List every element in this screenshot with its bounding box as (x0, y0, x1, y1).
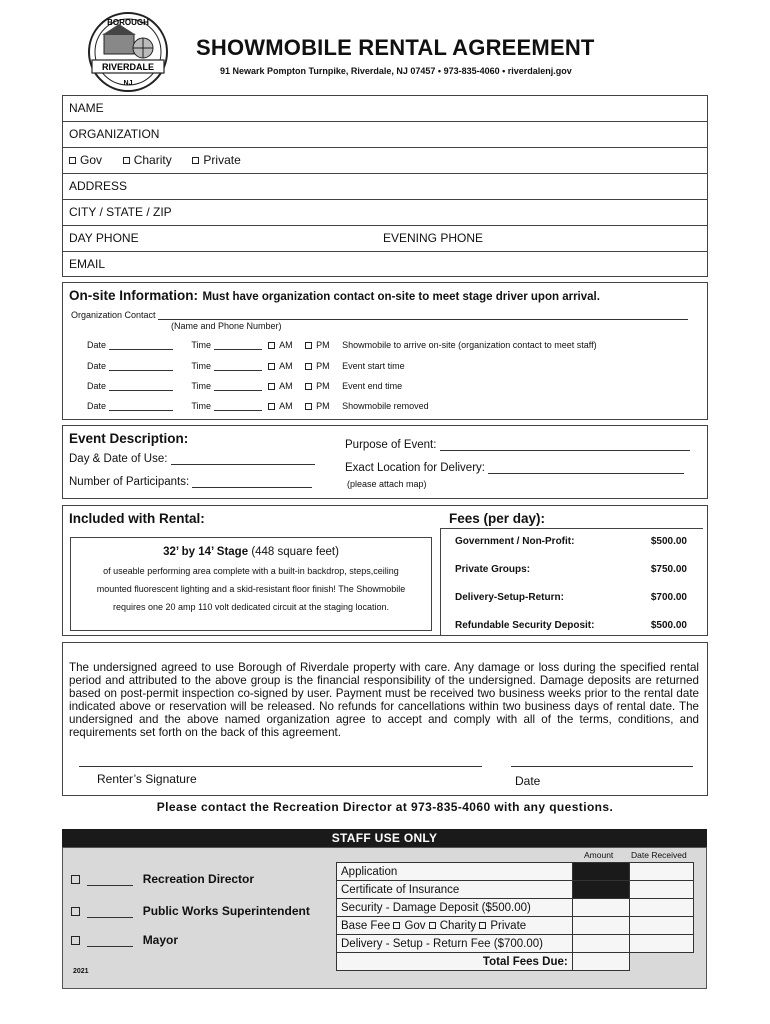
base-charity-label: Charity (439, 919, 477, 932)
location-label: Exact Location for Delivery: (345, 462, 485, 474)
am-checkbox[interactable] (268, 383, 275, 390)
contact-note: Please contact the Recreation Director at 973-835-4060 with any questions. (156, 800, 614, 814)
stage-desc-2: mounted fluorescent lighting and a skid-resistant floor finish! The Showmobile (96, 584, 406, 594)
event-section (62, 425, 708, 499)
approval-checkbox[interactable] (71, 875, 80, 884)
base-gov-label: Gov (404, 919, 426, 932)
email-label: EMAIL (69, 257, 106, 271)
onsite-row-desc: Event end time (342, 381, 403, 391)
event-title: Event Description: (69, 431, 189, 446)
address-label: ADDRESS (69, 179, 128, 193)
date-label: Date (515, 774, 541, 788)
org-contact-input[interactable] (158, 311, 688, 320)
stage-box (70, 537, 432, 631)
table-row (337, 863, 694, 881)
date-input[interactable] (109, 362, 173, 371)
pm-checkbox[interactable] (305, 342, 312, 349)
fees-box (440, 528, 703, 636)
base-fee-label: Base Fee (341, 919, 391, 932)
onsite-title: On-site Information: (69, 288, 198, 303)
base-private-checkbox[interactable] (479, 922, 486, 929)
date-input[interactable] (109, 382, 173, 391)
day-phone-field[interactable]: DAY PHONE (69, 231, 139, 245)
agreement-section (62, 642, 708, 796)
participants-label: Number of Participants: (69, 476, 190, 488)
table-row (337, 881, 694, 899)
time-label: Time (191, 381, 212, 391)
date-label: Date (87, 401, 107, 411)
am-checkbox[interactable] (268, 363, 275, 370)
approval-initials[interactable] (87, 907, 133, 918)
signature-label: Renter’s Signature (97, 772, 197, 786)
onsite-row-desc: Showmobile to arrive on-site (organization contact to meet staff) (342, 340, 597, 350)
logo-banner-text: RIVERDALE (101, 62, 155, 72)
org-contact-label: Organization Contact (71, 310, 156, 320)
am-checkbox[interactable] (268, 403, 275, 410)
approval-checkbox[interactable] (71, 936, 80, 945)
location-hint: (please attach map) (347, 479, 427, 489)
base-charity-checkbox[interactable] (429, 922, 436, 929)
table-row (337, 935, 694, 953)
gov-checkbox[interactable] (69, 157, 76, 164)
table-row (337, 953, 694, 971)
date-label: Date (87, 340, 107, 350)
address-field[interactable] (63, 174, 707, 200)
private-checkbox[interactable] (192, 157, 199, 164)
charity-label: Charity (133, 153, 172, 167)
date-input[interactable] (109, 341, 173, 350)
base-private-label: Private (490, 919, 527, 932)
onsite-row-desc: Event start time (342, 361, 405, 371)
name-label: NAME (69, 101, 104, 115)
fee-label: Government / Non-Profit: (455, 536, 575, 547)
day-date-label: Day & Date of Use: (69, 453, 168, 465)
pm-checkbox[interactable] (305, 363, 312, 370)
fee-label: Private Groups: (455, 564, 531, 575)
time-input[interactable] (214, 362, 262, 371)
fees-title: Fees (per day): (449, 511, 546, 526)
location-input[interactable] (488, 463, 684, 474)
pm-checkbox[interactable] (305, 383, 312, 390)
amount-cell[interactable] (572, 917, 630, 935)
base-fee-cell (337, 917, 573, 935)
fee-amount: $500.00 (650, 620, 687, 631)
pm-label: PM (316, 361, 330, 371)
approval-row (71, 933, 178, 947)
date-label: Date (87, 381, 107, 391)
amount-cell[interactable] (572, 935, 630, 953)
onsite-note: Must have organization contact on-site to meet stage driver upon arrival. (202, 291, 600, 303)
included-fees-section (62, 505, 708, 636)
agreement-text: The undersigned agreed to use Borough of Riverdale property with care. Any damage or loss during the specified rental period and attributed to the above group is the financial responsibility of the undersigned. Damage deposits are returned based on post-permit inspection co-signed by user. Payment must be received two business weeks prior to the rental date indicated above or reservation will be released. No refunds for cancellations within two business days of rental date. The undersigned and the above named organization agree to accept and comply with all of the terms, conditions, and requirements set forth on the back of this agreement. (69, 661, 699, 739)
am-label: AM (279, 401, 293, 411)
am-label: AM (279, 340, 293, 350)
org-contact-hint: (Name and Phone Number) (171, 321, 282, 331)
total-label: Total Fees Due: (337, 953, 573, 971)
table-row (337, 917, 694, 935)
date-cell[interactable] (630, 899, 694, 917)
evening-phone-field[interactable]: EVENING PHONE (383, 231, 484, 245)
stage-title: 32’ by 14’ Stage (163, 546, 249, 558)
onsite-row (87, 361, 405, 371)
organization-type (63, 148, 707, 174)
stage-desc-3: requires one 20 amp 110 volt dedicated circuit at the staging location. (112, 602, 389, 612)
approval-checkbox[interactable] (71, 907, 80, 916)
empty-cell (630, 953, 694, 971)
amount-cell-blocked (572, 863, 630, 881)
fee-label: Refundable Security Deposit: (455, 620, 595, 631)
approval-row (71, 904, 310, 918)
am-label: AM (279, 361, 293, 371)
onsite-row (87, 401, 429, 411)
time-input[interactable] (214, 382, 262, 391)
charity-checkbox[interactable] (123, 157, 130, 164)
logo-bottom-text: NJ (123, 80, 133, 87)
amount-cell[interactable] (572, 899, 630, 917)
date-cell[interactable] (630, 935, 694, 953)
staff-header: STAFF USE ONLY (62, 829, 707, 847)
insurance-cell: Certificate of Insurance (337, 881, 573, 899)
approval-row (71, 872, 254, 886)
approval-label: Mayor (142, 933, 179, 947)
email-field[interactable] (63, 252, 707, 278)
onsite-row-desc: Showmobile removed (342, 401, 429, 411)
private-label: Private (203, 153, 241, 167)
purpose-label: Purpose of Event: (345, 439, 437, 451)
logo-top-text: BOROUGH (107, 18, 149, 27)
amount-cell-blocked (572, 881, 630, 899)
date-label: Date (87, 361, 107, 371)
time-label: Time (191, 340, 212, 350)
fee-amount: $500.00 (650, 536, 687, 547)
fee-amount: $700.00 (650, 592, 687, 603)
security-cell: Security - Damage Deposit ($500.00) (337, 899, 573, 917)
signature-line[interactable] (79, 766, 482, 767)
time-input[interactable] (214, 402, 262, 411)
stage-size: (448 square feet) (251, 546, 339, 558)
date-cell[interactable] (630, 863, 694, 881)
am-label: AM (279, 381, 293, 391)
organization-label: ORGANIZATION (69, 127, 160, 141)
amount-header: Amount (584, 850, 614, 860)
approval-label: Recreation Director (142, 872, 255, 886)
borough-seal-logo (86, 10, 170, 94)
contact-section (62, 95, 708, 277)
am-checkbox[interactable] (268, 342, 275, 349)
date-received-header: Date Received (631, 850, 687, 860)
total-amount-cell[interactable] (572, 953, 630, 971)
pm-label: PM (316, 340, 330, 350)
fee-label: Delivery-Setup-Return: (455, 592, 564, 603)
approval-initials[interactable] (87, 875, 133, 886)
approval-label: Public Works Superintendent (142, 904, 310, 918)
application-cell: Application (337, 863, 573, 881)
organization-field[interactable] (63, 122, 707, 148)
pm-checkbox[interactable] (305, 403, 312, 410)
base-gov-checkbox[interactable] (393, 922, 400, 929)
pm-label: PM (316, 381, 330, 391)
participants-input[interactable] (192, 477, 312, 488)
included-title: Included with Rental: (69, 511, 205, 526)
day-date-input[interactable] (171, 454, 315, 465)
time-label: Time (191, 401, 212, 411)
city-label: CITY / STATE / ZIP (69, 205, 172, 219)
address-line: 91 Newark Pompton Turnpike, Riverdale, NJ 07457 • 973-835-4060 • riverdalenj.gov (220, 66, 572, 76)
staff-fee-table (336, 862, 694, 971)
date-input[interactable] (109, 402, 173, 411)
onsite-section (62, 282, 708, 420)
date-cell[interactable] (630, 917, 694, 935)
fee-amount: $750.00 (650, 564, 687, 575)
gov-label: Gov (80, 153, 103, 167)
date-line[interactable] (511, 766, 693, 767)
time-input[interactable] (214, 341, 262, 350)
staff-section (62, 847, 707, 989)
onsite-row (87, 340, 597, 350)
form-year: 2021 (73, 968, 89, 975)
delivery-cell: Delivery - Setup - Return Fee ($700.00) (337, 935, 573, 953)
page-title: SHOWMOBILE RENTAL AGREEMENT (196, 35, 595, 60)
purpose-input[interactable] (440, 440, 690, 451)
onsite-row (87, 381, 402, 391)
table-row (337, 899, 694, 917)
phone-row (63, 226, 707, 252)
city-state-zip-field[interactable] (63, 200, 707, 226)
time-label: Time (191, 361, 212, 371)
approval-initials[interactable] (87, 936, 133, 947)
name-field[interactable] (63, 96, 707, 122)
pm-label: PM (316, 401, 330, 411)
stage-desc-1: of useable performing area complete with a built-in backdrop, steps,ceiling (103, 566, 399, 576)
date-cell[interactable] (630, 881, 694, 899)
